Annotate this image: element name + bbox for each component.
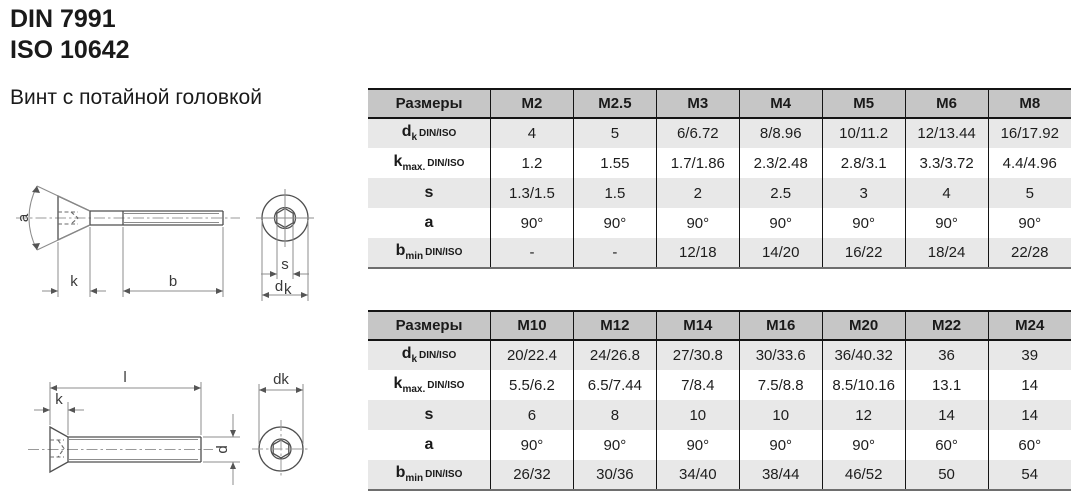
value-cell: 2 <box>656 178 739 208</box>
row-label: $k_{max.}$ DIN/ISO <box>393 152 465 174</box>
value-cell: 26/32 <box>491 460 574 490</box>
value-cell: 12/18 <box>656 238 739 268</box>
table-row <box>368 208 1071 238</box>
value-cell: 16/22 <box>822 238 905 268</box>
product-name: Винт с потайной головкой <box>10 86 262 109</box>
row-label: $d_k$ DIN/ISO <box>401 123 457 144</box>
value-cell: 60° <box>988 430 1071 460</box>
column-header-M12: M12 <box>573 311 656 340</box>
k-arrow-right <box>90 288 97 294</box>
face-crosshair <box>252 420 310 478</box>
table-row <box>368 118 1071 148</box>
column-header-M24: M24 <box>988 311 1071 340</box>
column-header-M4: M4 <box>739 89 822 118</box>
value-cell: 2.5 <box>739 178 822 208</box>
value-cell: - <box>573 238 656 268</box>
k-dim-label: k <box>55 391 63 408</box>
column-header-M10: M10 <box>491 311 574 340</box>
row-label: a <box>424 436 434 453</box>
value-cell: 4.4/4.96 <box>988 148 1071 178</box>
table-row <box>368 148 1071 178</box>
value-cell: 90° <box>739 208 822 238</box>
value-cell: 90° <box>573 430 656 460</box>
column-header-sizes: Размеры <box>368 89 491 118</box>
column-header-M20: M20 <box>822 311 905 340</box>
table-row <box>368 400 1071 430</box>
table-row <box>368 370 1071 400</box>
standards-title <box>10 4 130 66</box>
column-header-M14: M14 <box>656 311 739 340</box>
row-label: a <box>424 214 434 231</box>
value-cell: 36/40.32 <box>822 340 905 370</box>
value-cell: 4 <box>905 178 988 208</box>
value-cell: 5 <box>573 118 656 148</box>
value-cell: 6/6.72 <box>656 118 739 148</box>
value-cell: 16/17.92 <box>988 118 1071 148</box>
dk-dim-label: dk <box>273 371 289 388</box>
value-cell: 8.5/10.16 <box>822 370 905 400</box>
value-cell: 13.1 <box>905 370 988 400</box>
column-header-M2: M2 <box>491 89 574 118</box>
value-cell: 8/8.96 <box>739 118 822 148</box>
value-cell: 3 <box>822 178 905 208</box>
k-arrow-right <box>68 407 75 413</box>
d-dim-label: d <box>214 445 231 454</box>
value-cell: 46/52 <box>822 460 905 490</box>
value-cell: 90° <box>573 208 656 238</box>
b-arrow-right <box>216 288 223 294</box>
column-header-M2.5: M2.5 <box>573 89 656 118</box>
l-dim-label: l <box>123 369 127 386</box>
table-row <box>368 430 1071 460</box>
value-cell: 90° <box>491 208 574 238</box>
dimensions-table-m2-m8 <box>368 88 1071 269</box>
value-cell: 30/33.6 <box>739 340 822 370</box>
value-cell: 27/30.8 <box>656 340 739 370</box>
value-cell: 6 <box>491 400 574 430</box>
l-arrow-right <box>194 385 201 391</box>
b-dim-label: b <box>168 273 178 290</box>
column-header-sizes: Размеры <box>368 311 491 340</box>
dimension-table <box>368 310 1071 491</box>
screw-side-view-diagram <box>8 155 343 305</box>
row-label: $b_{min}$ DIN/ISO <box>368 460 491 490</box>
value-cell: 2.8/3.1 <box>822 148 905 178</box>
row-label: s <box>424 406 434 423</box>
angle-a-label: a <box>15 213 32 223</box>
dk-arrow-right <box>301 292 308 298</box>
iso-standard: ISO 10642 <box>10 36 130 64</box>
value-cell: 4 <box>491 118 574 148</box>
column-header-M3: M3 <box>656 89 739 118</box>
value-cell: 1.7/1.86 <box>656 148 739 178</box>
value-cell: 39 <box>988 340 1071 370</box>
value-cell: 54 <box>988 460 1071 490</box>
value-cell: 14/20 <box>739 238 822 268</box>
value-cell: 1.3/1.5 <box>491 178 574 208</box>
dimension-table <box>368 88 1071 269</box>
value-cell: 8 <box>573 400 656 430</box>
value-cell: 90° <box>491 430 574 460</box>
value-cell: 10 <box>739 400 822 430</box>
value-cell: 7.5/8.8 <box>739 370 822 400</box>
value-cell: 5 <box>988 178 1071 208</box>
dk-arrow-left <box>259 387 266 393</box>
column-header-M5: M5 <box>822 89 905 118</box>
dk-dim-label-base: d <box>274 278 284 295</box>
k-dim-label: k <box>70 273 78 290</box>
value-cell: 14 <box>988 370 1071 400</box>
column-header-M6: M6 <box>905 89 988 118</box>
value-cell: 24/26.8 <box>573 340 656 370</box>
s-arrow-right <box>293 271 300 277</box>
value-cell: 90° <box>739 430 822 460</box>
value-cell: 22/28 <box>988 238 1071 268</box>
value-cell: 36 <box>905 340 988 370</box>
dimensions-table-m10-m24 <box>368 310 1071 491</box>
value-cell: 10/11.2 <box>822 118 905 148</box>
s-dim-label: s <box>281 256 289 273</box>
value-cell: 2.3/2.48 <box>739 148 822 178</box>
value-cell: 1.55 <box>573 148 656 178</box>
row-label: s <box>424 184 434 201</box>
value-cell: 1.5 <box>573 178 656 208</box>
value-cell: 12 <box>822 400 905 430</box>
value-cell: 7/8.4 <box>656 370 739 400</box>
value-cell: 6.5/7.44 <box>573 370 656 400</box>
din-standard: DIN 7991 <box>10 5 116 33</box>
column-header-M22: M22 <box>905 311 988 340</box>
value-cell: 90° <box>822 208 905 238</box>
value-cell: 5.5/6.2 <box>491 370 574 400</box>
column-header-M16: M16 <box>739 311 822 340</box>
value-cell: 20/22.4 <box>491 340 574 370</box>
value-cell: 14 <box>905 400 988 430</box>
value-cell: 12/13.44 <box>905 118 988 148</box>
dk-arrow-right <box>296 387 303 393</box>
row-label: $d_k$ DIN/ISO <box>401 345 457 366</box>
table-row <box>368 178 1071 208</box>
value-cell: 90° <box>905 208 988 238</box>
k-arrow-left <box>51 288 58 294</box>
value-cell: 30/36 <box>573 460 656 490</box>
value-cell: 34/40 <box>656 460 739 490</box>
value-cell: 90° <box>822 430 905 460</box>
value-cell: 18/24 <box>905 238 988 268</box>
dk-arrow-left <box>262 292 269 298</box>
row-label: $b_{min}$ DIN/ISO <box>368 238 491 268</box>
table-row <box>368 340 1071 370</box>
value-cell: 90° <box>988 208 1071 238</box>
face-crosshair <box>256 189 314 247</box>
b-arrow-left <box>123 288 130 294</box>
value-cell: - <box>491 238 574 268</box>
column-header-M8: M8 <box>988 89 1071 118</box>
d-arrow-top <box>230 430 236 437</box>
value-cell: 10 <box>656 400 739 430</box>
table-row <box>368 460 1071 490</box>
value-cell: 14 <box>988 400 1071 430</box>
hidden-socket-lines <box>50 440 64 457</box>
row-label: $k_{max.}$ DIN/ISO <box>393 374 465 396</box>
value-cell: 50 <box>905 460 988 490</box>
value-cell: 1.2 <box>491 148 574 178</box>
k-arrow-left <box>43 407 50 413</box>
value-cell: 38/44 <box>739 460 822 490</box>
value-cell: 3.3/3.72 <box>905 148 988 178</box>
value-cell: 90° <box>656 208 739 238</box>
value-cell: 60° <box>905 430 988 460</box>
value-cell: 90° <box>656 430 739 460</box>
table-row <box>368 238 1071 268</box>
screw-length-view-diagram <box>8 352 343 500</box>
d-arrow-bottom <box>230 462 236 469</box>
s-arrow-left <box>270 271 277 277</box>
dk-dim-label-sub: k <box>284 281 292 298</box>
